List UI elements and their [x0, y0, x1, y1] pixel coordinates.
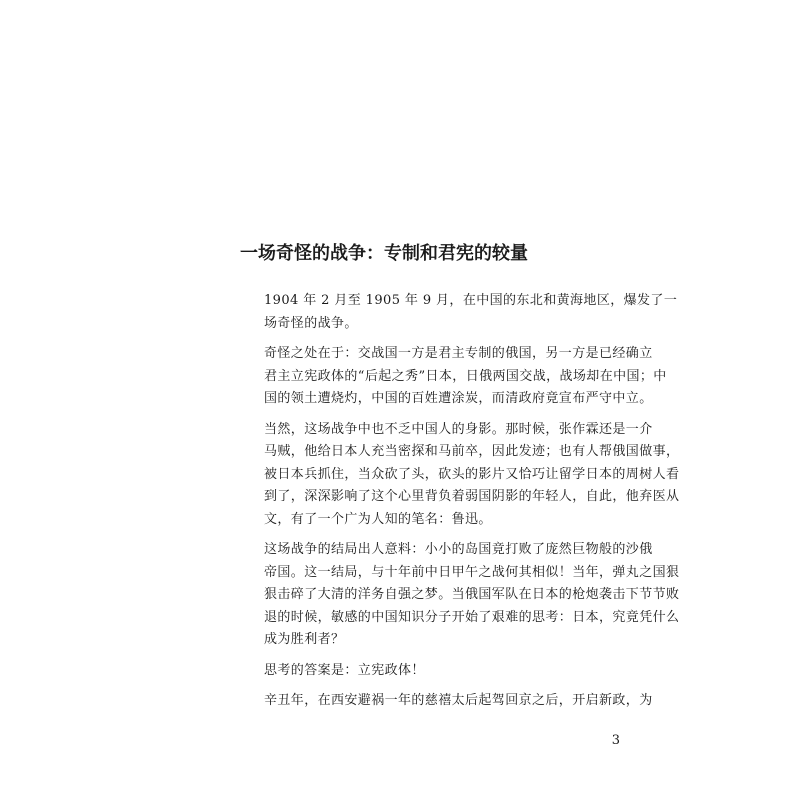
text-line: 场奇怪的战争。	[264, 315, 358, 331]
paragraph	[238, 419, 680, 532]
paragraph	[238, 539, 680, 652]
text-line: 当然，这场战争中也不乏中国人的身影。那时候，张作霖还是一介	[264, 421, 653, 437]
page-number: 3	[611, 733, 620, 748]
text-line: 成为胜利者？	[264, 632, 345, 647]
text-line: 被日本兵抓住，当众砍了头，砍头的影片又恰巧让留学日本的周树人看	[264, 466, 680, 482]
body-text	[238, 290, 680, 721]
paragraph	[238, 660, 620, 683]
text-line: 君主立宪政体的“后起之秀”日本，日俄两国交战，战场却在中国；中	[264, 368, 667, 384]
text-line: 帝国。这一结局，与十年前中日甲午之战何其相似！当年，弹丸之国狠	[264, 564, 680, 580]
text-line: 国的领土遭烧灼，中国的百姓遭涂炭，而清政府竟宣布严守中立。	[264, 391, 653, 406]
paragraph	[238, 343, 667, 411]
text-line: 这场战争的结局出人意料：小小的岛国竟打败了庞然巨物般的沙俄	[264, 542, 653, 557]
text-line: 思考的答案是：立宪政体！	[264, 662, 425, 678]
text-line: 辛丑年，在西安避祸一年的慈禧太后起驾回京之后，开启新政，为	[264, 693, 653, 708]
paragraph	[238, 290, 678, 335]
paragraph	[238, 690, 653, 713]
text-line: 到了，深深影响了这个心里背负着弱国阴影的年轻人，自此，他弃医从	[264, 489, 680, 504]
text-line: 奇怪之处在于：交战国一方是君主专制的俄国，另一方是已经确立	[264, 346, 653, 361]
text-line: 马贼，他给日本人充当密探和马前卒，因此发迹；也有人帮俄国做事，	[264, 444, 680, 459]
text-line: 退的时候，敏感的中国知识分子开始了艰难的思考：日本，究竟凭什么	[264, 609, 680, 625]
text-line: 狠击碎了大清的洋务自强之梦。当俄国军队在日本的枪炮袭击下节节败	[264, 587, 680, 602]
chapter-title: 一场奇怪的战争：专制和君宪的较量	[240, 243, 528, 264]
text-line: 文，有了一个广为人知的笔名：鲁迅。	[264, 511, 492, 527]
text-line: 1904 年 2 月至 1905 年 9 月，在中国的东北和黄海地区，爆发了一	[264, 293, 678, 308]
